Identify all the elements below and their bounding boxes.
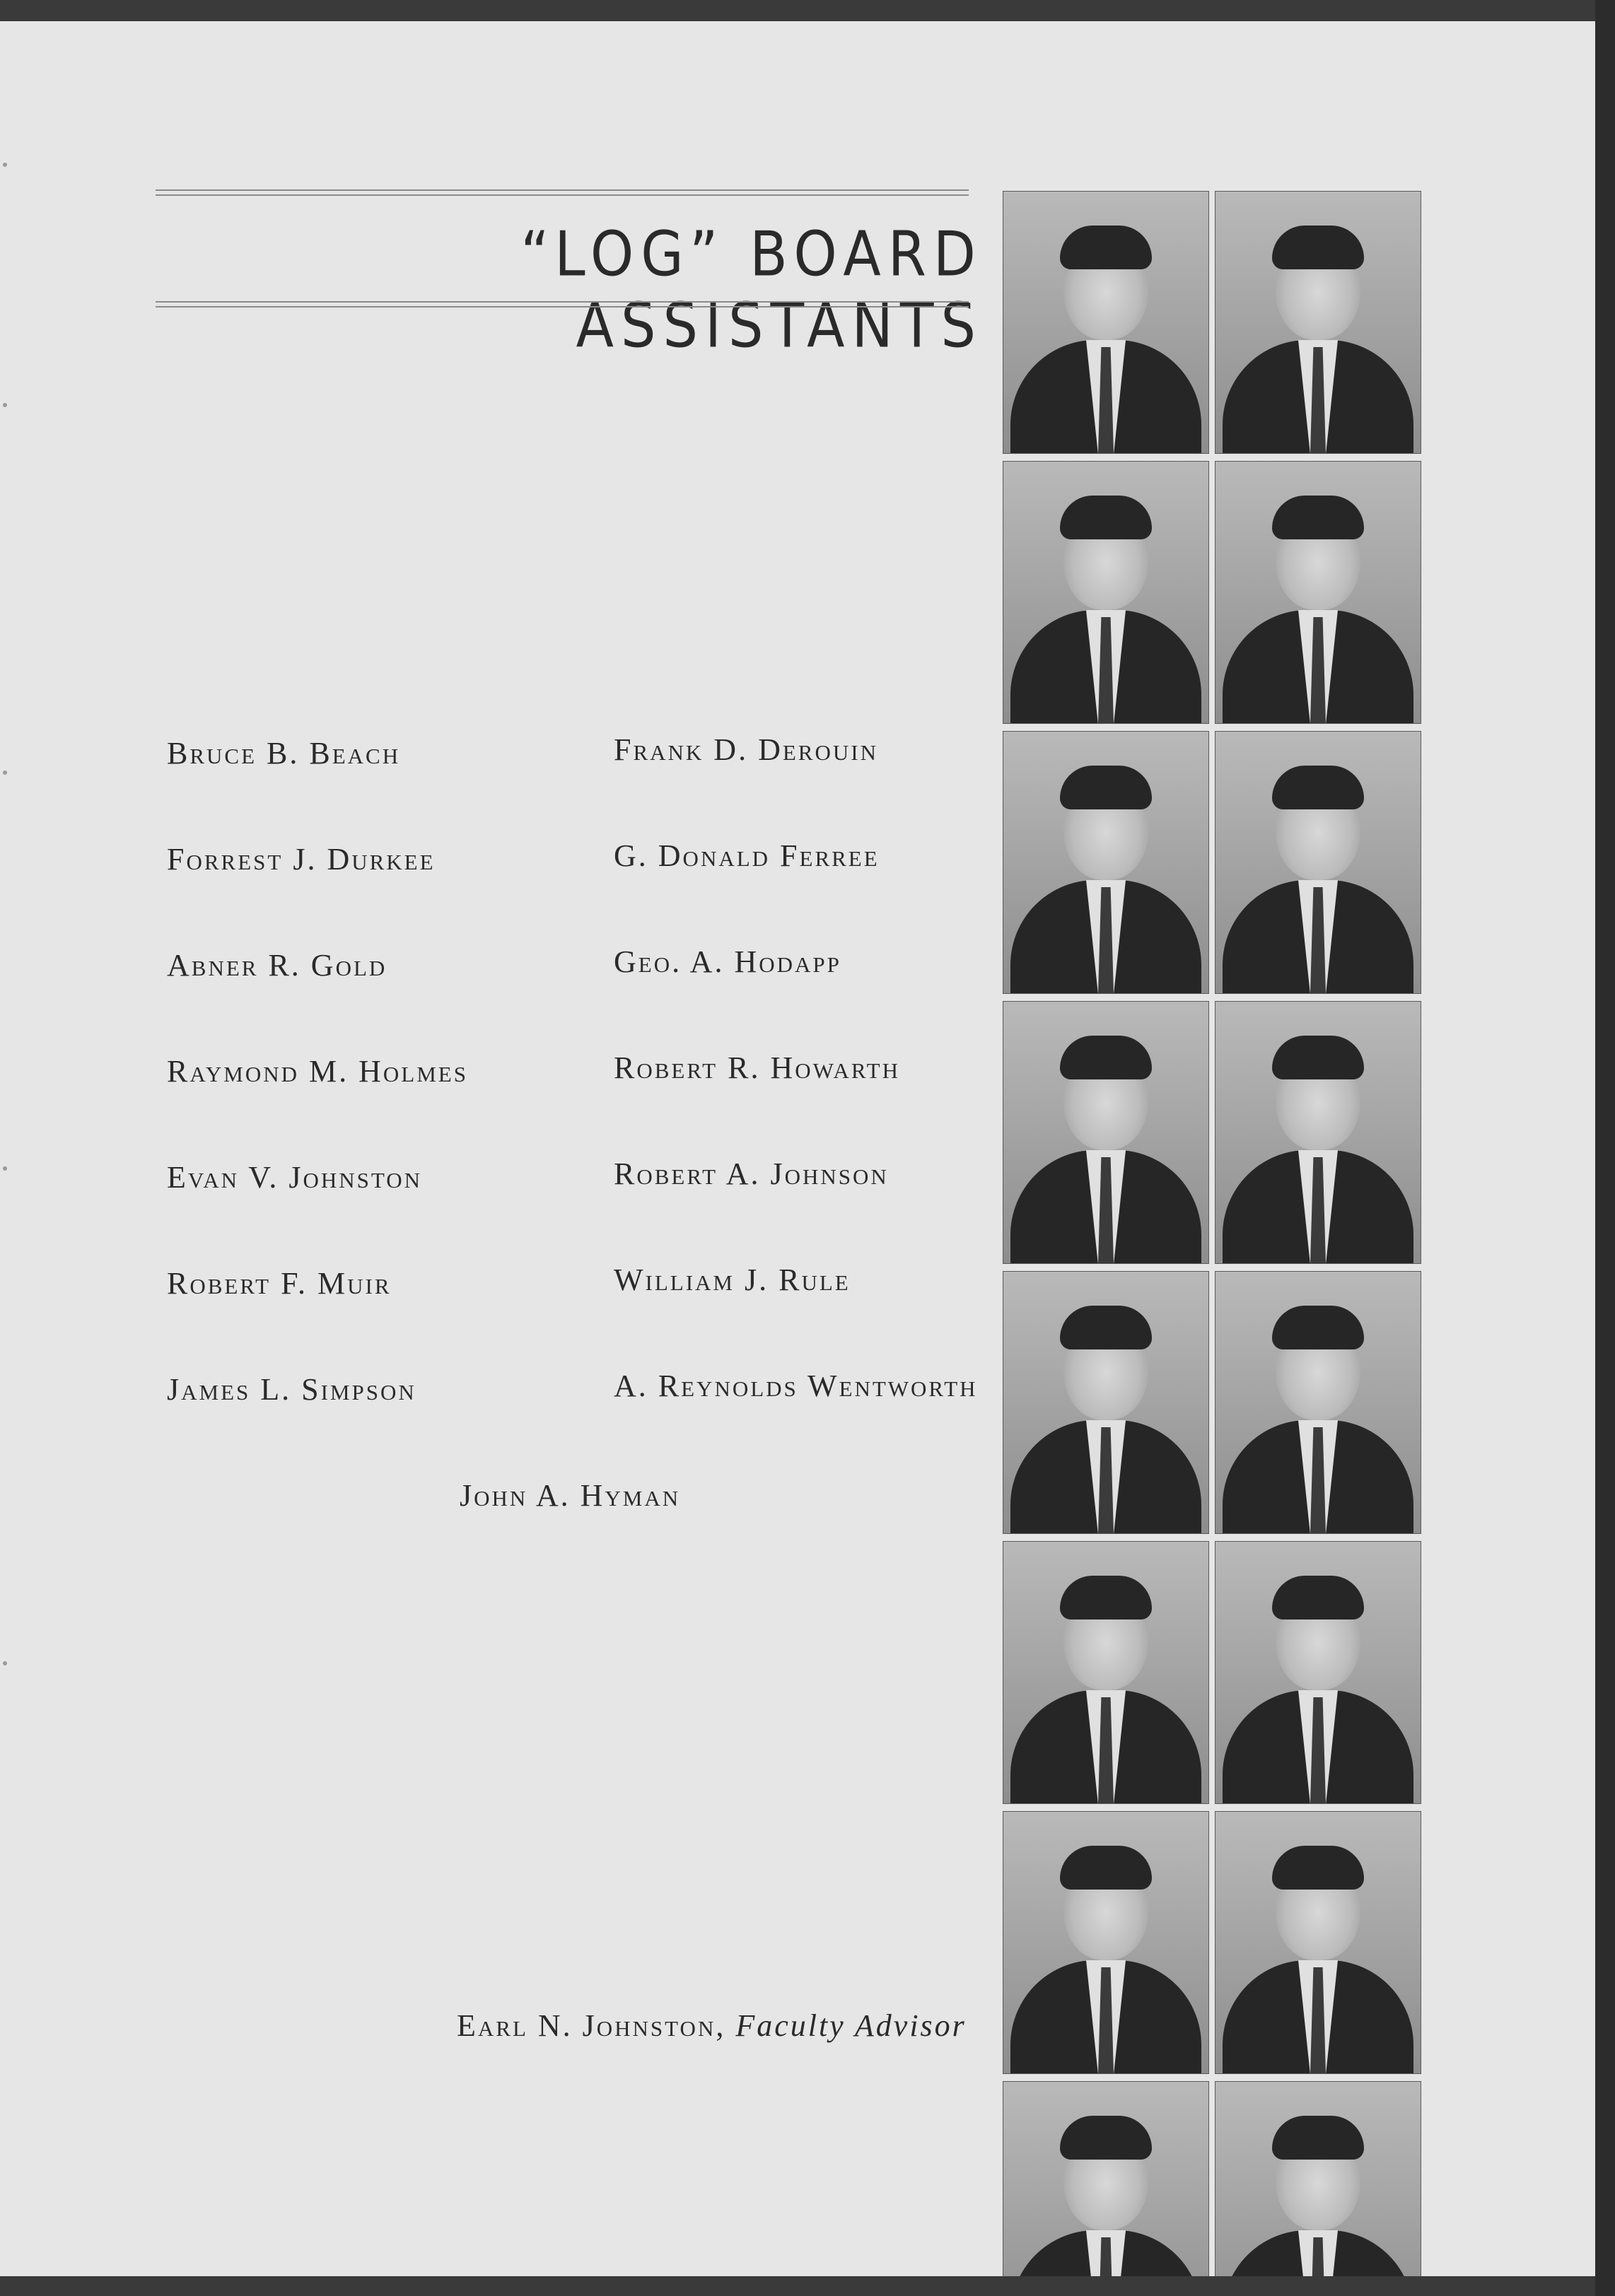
page-title: “LOG” BOARD ASSISTANTS: [520, 219, 983, 362]
member-name: James L. Simpson: [167, 1372, 416, 1407]
member-name: Robert A. Johnson: [614, 1156, 889, 1191]
portrait-photo: [1003, 1271, 1209, 1534]
margin-speck: [3, 1661, 7, 1665]
portrait-photo: [1215, 191, 1421, 454]
portrait-photo: [1215, 1001, 1421, 1264]
portrait-photo: [1003, 1541, 1209, 1804]
yearbook-page: [0, 21, 1595, 2276]
portrait-photo: [1215, 1541, 1421, 1804]
member-name: Evan V. Johnston: [167, 1160, 423, 1195]
member-name: William J. Rule: [614, 1263, 851, 1297]
margin-speck: [3, 163, 7, 167]
portrait-photo: [1003, 2081, 1209, 2276]
portrait-photo: [1215, 461, 1421, 724]
margin-speck: [3, 771, 7, 775]
member-name: Abner R. Gold: [167, 948, 387, 983]
member-name: G. Donald Ferree: [614, 838, 880, 873]
member-name: Forrest J. Durkee: [167, 842, 436, 877]
portrait-photo: [1215, 1271, 1421, 1534]
title-rule-top: [156, 189, 969, 196]
portrait-photo: [1003, 731, 1209, 994]
margin-speck: [3, 403, 7, 407]
member-name: Bruce B. Beach: [167, 736, 401, 771]
portrait-photo: [1215, 2081, 1421, 2276]
portrait-photo: [1215, 731, 1421, 994]
portrait-photo: [1003, 1001, 1209, 1264]
member-name: Geo. A. Hodapp: [614, 944, 841, 979]
portrait-photo: [1003, 461, 1209, 724]
member-name: Raymond M. Holmes: [167, 1054, 468, 1089]
portrait-photo: [1003, 191, 1209, 454]
faculty-advisor: [457, 2008, 967, 2044]
member-name: Robert F. Muir: [167, 1266, 392, 1301]
member-name: A. Reynolds Wentworth: [614, 1369, 978, 1403]
title-rule-bottom: [156, 301, 969, 308]
member-name-centered: John A. Hyman: [460, 1478, 681, 1513]
portrait-photo: [1215, 1811, 1421, 2074]
member-name: Robert R. Howarth: [614, 1050, 900, 1085]
page-edge-shadow: [1595, 0, 1615, 2296]
advisor-name: Earl N. Johnston,: [457, 2008, 726, 2043]
advisor-role: Faculty Advisor: [735, 2008, 967, 2043]
margin-speck: [3, 1166, 7, 1171]
member-name: Frank D. Derouin: [614, 732, 878, 767]
portrait-grid: [1003, 191, 1424, 2276]
portrait-photo: [1003, 1811, 1209, 2074]
